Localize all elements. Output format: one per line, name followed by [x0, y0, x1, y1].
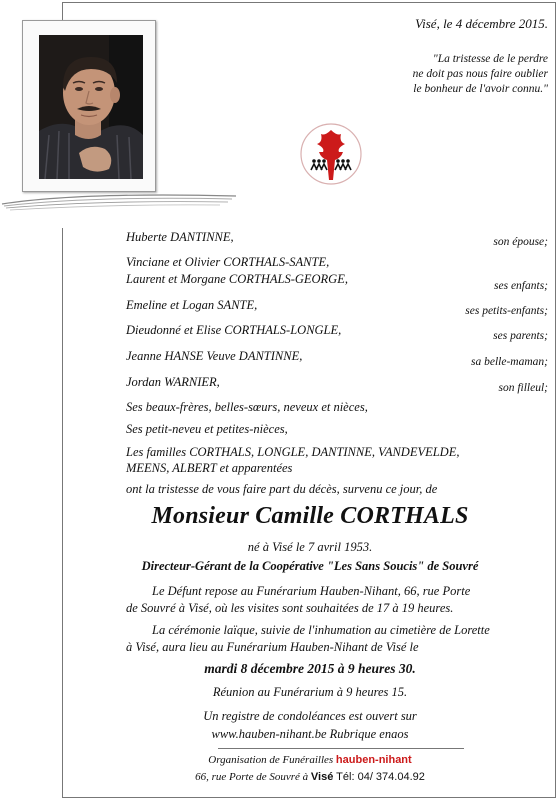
family-relation: ses enfants;	[494, 280, 548, 292]
footer-address	[0, 771, 560, 783]
paragraph-line: de Souvré à Visé, où les visites sont souhaitées de 17 à 19 heures.	[126, 601, 454, 615]
obituary-date: Visé, le 4 décembre 2015.	[415, 16, 548, 31]
quote-line: ne doit pas nous faire oublier	[412, 68, 548, 80]
family-member-name: Laurent et Morgane CORTHALS-GEORGE,	[126, 272, 348, 286]
extended-family-line: Les familles CORTHALS, LONGLE, DANTINNE, VANDEVELDE,	[126, 445, 460, 459]
birth-info: né à Visé le 7 avril 1953.	[247, 540, 373, 554]
deceased-name: Monsieur Camille CORTHALS	[151, 503, 469, 529]
family-relation: son épouse;	[493, 236, 548, 248]
footer-organisation	[0, 754, 560, 766]
family-relation: son filleul;	[498, 382, 548, 394]
ceremony-paragraph	[126, 622, 546, 656]
frame-border-left-top	[62, 2, 63, 20]
footer-org-text: Organisation de Funérailles	[208, 754, 336, 766]
family-member-name: Dieudonné et Elise CORTHALS-LONGLE,	[126, 323, 342, 337]
paragraph-line: Le Défunt repose au Funérarium Hauben-Nihant, 66, rue Porte	[152, 584, 471, 598]
family-member-name: Jordan WARNIER,	[126, 375, 220, 389]
family-relation: ses petits-enfants;	[465, 305, 548, 317]
quote-line: "La tristesse de le perdre	[432, 53, 548, 65]
rest-paragraph	[126, 583, 546, 617]
extended-family-line: MEENS, ALBERT et apparentées	[126, 461, 293, 475]
decorative-swoosh	[0, 190, 240, 220]
extended-family-line: Ses beaux-frères, belles-sœurs, neveux et nièces,	[126, 400, 368, 414]
family-member-name: Emeline et Logan SANTE,	[126, 298, 258, 312]
portrait-image	[39, 35, 143, 179]
paragraph-line: La cérémonie laïque, suivie de l'inhumation au cimetière de Lorette	[152, 623, 490, 637]
announcement-line: ont la tristesse de vous faire part du décès, survenu ce jour, de	[126, 482, 438, 496]
frame-border-right	[555, 2, 556, 798]
extended-family-line: Ses petit-neveu et petites-nièces,	[126, 422, 288, 436]
family-member-name: Jeanne HANSE Veuve DANTINNE,	[126, 349, 303, 363]
family-relation: ses parents;	[493, 330, 548, 342]
family-member-name: Vinciane et Olivier CORTHALS-SANTE,	[126, 255, 330, 269]
ceremony-date: mardi 8 décembre 2015 à 9 heures 30.	[204, 661, 416, 676]
memorial-quote	[308, 52, 548, 97]
portrait-photo	[39, 35, 143, 179]
footer-phone: Tél: 04/ 374.04.92	[333, 771, 425, 783]
register-line: Un registre de condoléances est ouvert sur	[203, 709, 417, 723]
family-member-name: Huberte DANTINNE,	[126, 230, 234, 244]
deceased-role: Directeur-Gérant de la Coopérative "Les Sans Soucis" de Souvré	[141, 559, 479, 573]
torch-logo-icon	[299, 122, 363, 186]
footer-divider	[218, 748, 464, 749]
paragraph-line: à Visé, aura lieu au Funérarium Hauben-Nihant de Visé le	[126, 640, 419, 654]
meeting-time: Réunion au Funérarium à 9 heures 15.	[212, 685, 408, 699]
frame-border-bottom	[62, 797, 556, 798]
footer-address-text: 66, rue Porte de Souvré à	[195, 771, 311, 783]
frame-border-top	[62, 2, 556, 3]
footer-city: Visé	[310, 771, 334, 783]
register-url[interactable]: www.hauben-nihant.be Rubrique enaos	[211, 727, 409, 741]
quote-line: le bonheur de l'avoir connu."	[413, 83, 548, 95]
funeral-brand-name: hauben-nihant	[335, 754, 412, 766]
family-relation: sa belle-maman;	[471, 356, 548, 368]
portrait-frame	[22, 20, 156, 192]
